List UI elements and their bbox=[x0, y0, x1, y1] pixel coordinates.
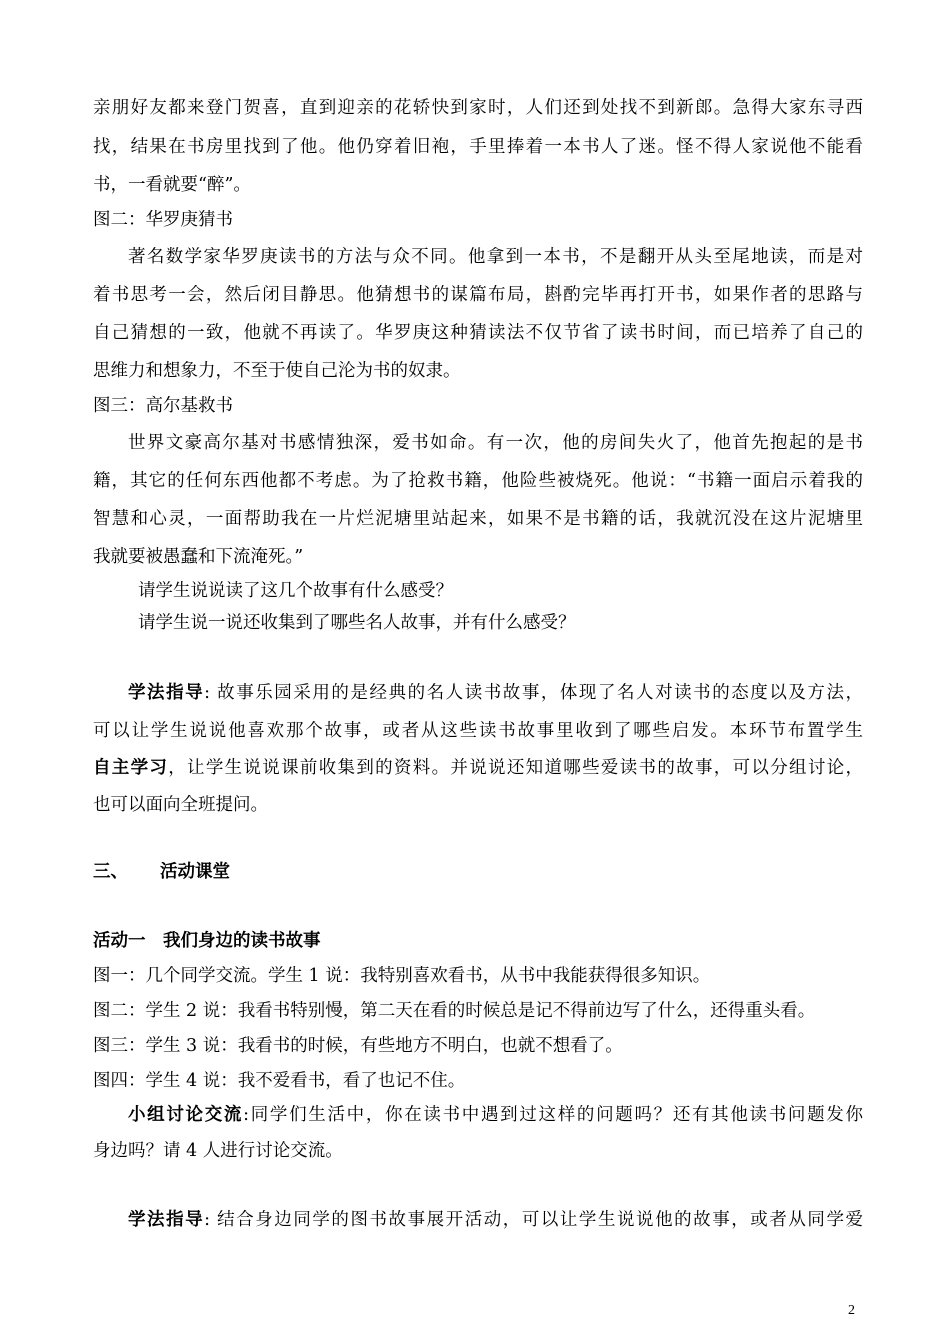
discussion-label: 小组讨论交流 bbox=[128, 1105, 244, 1125]
text-line: 找，结果在书房里找到了他。他仍穿着旧袍，手里捧着一本书人了迷。怪不得人家说他不能看 bbox=[93, 137, 863, 157]
section-title: 活动课堂 bbox=[160, 862, 230, 882]
story-heading: 图三：高尔基救书 bbox=[93, 396, 233, 416]
guidance-label: 学法指导 bbox=[128, 683, 205, 703]
discussion-line: 小组讨论交流:同学们生活中，你在读书中遇到过这样的问题吗？还有其他读书问题发你 bbox=[128, 1105, 863, 1125]
text-line: 著名数学家华罗庚读书的方法与众不同。他拿到一本书，不是翻开从头至尾地读，而是对 bbox=[128, 247, 863, 267]
text-line: 书，一看就要“醉”。 bbox=[93, 175, 251, 195]
text-line: 图一：几个同学交流。学生 1 说：我特别喜欢看书，从书中我能获得很多知识。 bbox=[93, 966, 711, 986]
page-number: 2 bbox=[848, 1303, 855, 1318]
guidance-line: 自主学习，让学生说说课前收集到的资料。并说说还知道哪些爱读书的故事，可以分组讨论， bbox=[93, 758, 863, 778]
text-line: 智慧和心灵，一面帮助我在一片烂泥塘里站起来，如果不是书籍的话，我就沉没在这片泥塘里 bbox=[93, 509, 863, 529]
guidance-label: 学法指导 bbox=[128, 1210, 205, 1230]
guidance-line: 学法指导: 故事乐园采用的是经典的名人读书故事，体现了名人对读书的态度以及方法， bbox=[128, 683, 863, 703]
text-line: 图三：学生 3 说：我看书的时候，有些地方不明白，也就不想看了。 bbox=[93, 1036, 623, 1056]
text-line: 着书思考一会，然后闭目静思。他猜想书的谋篇布局，斟酌完毕再打开书，如果作者的思路与 bbox=[93, 285, 863, 305]
section-number: 三、 bbox=[93, 862, 128, 882]
emphasis-text: 自主学习 bbox=[93, 758, 169, 778]
text-line: 我就要被愚蠢和下流淹死。” bbox=[93, 547, 304, 567]
text-line: 图二：学生 2 说：我看书特别慢，第二天在看的时候总是记不得前边写了什么，还得重头看。 bbox=[93, 1001, 816, 1021]
text-line: 图四：学生 4 说：我不爱看书，看了也记不住。 bbox=[93, 1071, 466, 1091]
question-line: 请学生说一说还收集到了哪些名人故事，并有什么感受？ bbox=[138, 613, 576, 633]
guidance-line: 也可以面向全班提问。 bbox=[93, 795, 268, 815]
guidance-line: 学法指导: 结合身边同学的图书故事展开活动，可以让学生说说他的故事，或者从同学爱 bbox=[128, 1210, 863, 1230]
text-line: 亲朋好友都来登门贺喜，直到迎亲的花轿快到家时，人们还到处找不到新郎。急得大家东寻西 bbox=[93, 98, 863, 118]
story-heading: 图二：华罗庚猜书 bbox=[93, 210, 233, 230]
text-line: 自己猜想的一致，他就不再读了。华罗庚这种猜读法不仅节省了读书时间，而已培养了自己的 bbox=[93, 323, 863, 343]
activity-heading: 活动一 我们身边的读书故事 bbox=[93, 931, 321, 951]
question-line: 请学生说说读了这几个故事有什么感受？ bbox=[138, 581, 453, 601]
text-line: 籍，其它的任何东西他都不考虑。为了抢救书籍，他险些被烧死。他说：“书籍一面启示着我的 bbox=[93, 471, 863, 491]
discussion-line: 身边吗？请 4 人进行讨论交流。 bbox=[93, 1141, 343, 1161]
guidance-line: 可以让学生说说他喜欢那个故事，或者从这些读书故事里收到了哪些启发。本环节布置学生 bbox=[93, 721, 863, 741]
text-line: 世界文豪高尔基对书感情独深，爱书如命。有一次，他的房间失火了，他首先抱起的是书 bbox=[128, 433, 863, 453]
text-line: 思维力和想象力，不至于使自己沦为书的奴隶。 bbox=[93, 361, 461, 381]
